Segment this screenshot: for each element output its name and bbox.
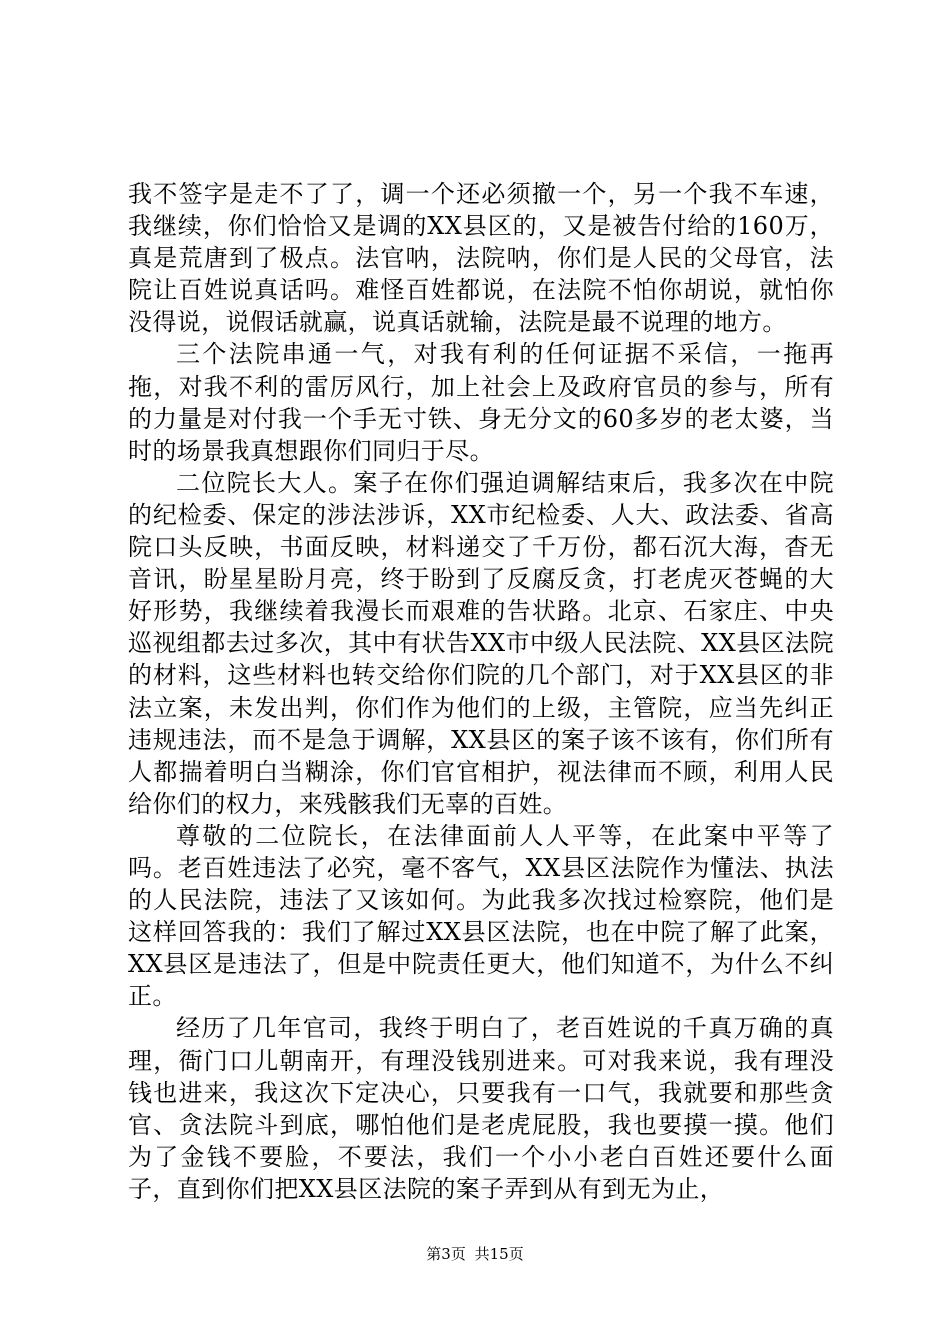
page-number: 第3页 [426, 1245, 466, 1263]
page-total: 共15页 [474, 1245, 524, 1263]
paragraph-4: 尊敬的二位院长，在法律面前人人平等，在此案中平等了吗。老百姓违法了必究，毫不客气，XX县区法院作为懂法、执法的人民法院，违法了又该如何。为此我多次找过检察院，他们是这样回答我的：我们了解过XX县区法院，也在中院了解了此案，XX县区是违法了，但是中院责任更大，他们知道不，为什么不纠正。 [128, 821, 834, 1011]
page-footer [0, 1244, 950, 1264]
paragraph-5: 经历了几年官司，我终于明白了，老百姓说的千真万确的真理，衙门口儿朝南开，有理没钱别进来。可对我来说，我有理没钱也进来，我这次下定决心，只要我有一口气，我就要和那些贪官、贪法院斗到底，哪怕他们是老虎屁股，我也要摸一摸。他们为了金钱不要脸，不要法，我们一个小小老白百姓还要什么面子，直到你们把XX县区法院的案子弄到从有到无为止， [128, 1014, 834, 1203]
paragraph-1: 我不签字是走不了了，调一个还必须撤一个，另一个我不车速，我继续，你们恰恰又是调的XX县区的，又是被告付给的160万，真是荒唐到了极点。法官呐，法院呐，你们是人民的父母官，法院让百姓说真话吗。难怪百姓都说，在法院不怕你胡说，就怕你没得说，说假话就赢，说真话就输，法院是最不说理的地方。 [128, 180, 834, 337]
document-body [128, 178, 834, 1205]
paragraph-2: 三个法院串通一气，对我有利的任何证据不采信，一拖再拖，对我不利的雷厉风行，加上社会上及政府官员的参与，所有的力量是对付我一个手无寸铁、身无分文的60多岁的老太婆，当时的场景我真想跟你们同归于尽。 [128, 340, 834, 465]
paragraph-3: 二位院长大人。案子在你们强迫调解结束后，我多次在中院的纪检委、保定的涉法涉诉，XX市纪检委、人大、政法委、省高院口头反映，书面反映，材料递交了千万份，都石沉大海，杳无音讯，盼星星盼月亮，终于盼到了反腐反贪，打老虎灭苍蝇的大好形势，我继续着我漫长而艰难的告状路。北京、石家庄、中央巡视组都去过多次，其中有状告XX市中级人民法院、XX县区法院的材料，这些材料也转交给你们院的几个部门，对于XX县区的非法立案，未发出判，你们作为他们的上级，主管院，应当先纠正违规违法，而不是急于调解，XX县区的案子该不该有，你们所有人都揣着明白当糊涂，你们官官相护，视法律而不顾，利用人民给你们的权力，来残骸我们无辜的百姓。 [128, 468, 834, 818]
